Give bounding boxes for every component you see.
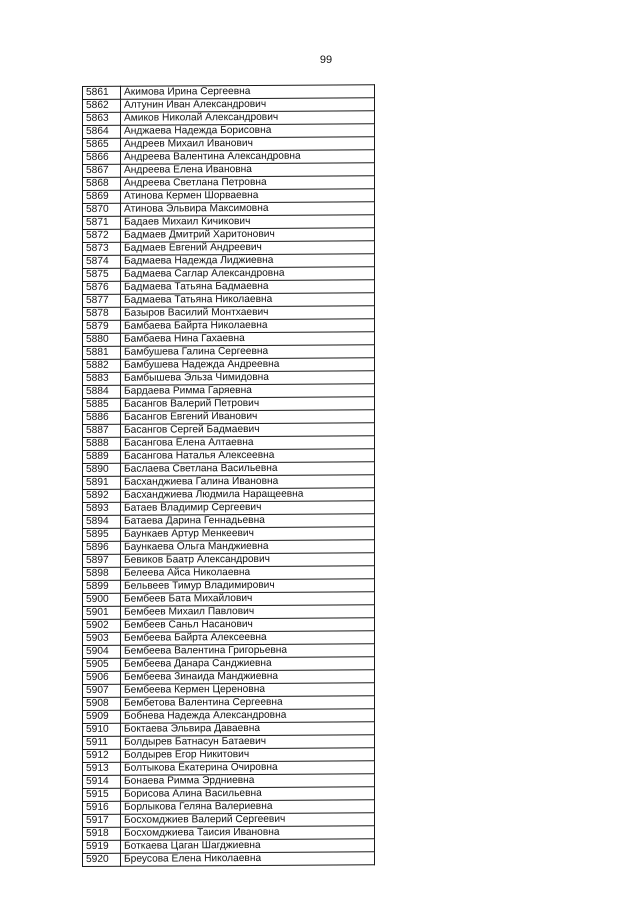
record-number-cell: 5869 [83, 190, 121, 203]
person-name-cell: Бреусова Елена Николаевна [121, 852, 375, 867]
record-number-cell: 5920 [83, 853, 121, 866]
record-number-cell: 5881 [83, 346, 121, 359]
record-number-cell: 5898 [83, 567, 121, 580]
person-name-cell: Батаев Владимир Сергеевич [121, 501, 375, 516]
record-number-cell: 5891 [83, 476, 121, 489]
person-name-cell: Басангова Наталья Алексеевна [121, 449, 375, 464]
record-number-cell: 5876 [83, 281, 121, 294]
record-number-cell: 5878 [83, 307, 121, 320]
person-name-cell: Белеева Айса Николаевна [121, 566, 375, 581]
page-number: 99 [319, 54, 333, 66]
person-name-cell: Бембеева Кермен Цереновна [121, 683, 375, 698]
person-name-cell: Бадмаева Татьяна Николаевна [121, 293, 375, 308]
record-number-cell: 5900 [83, 593, 121, 606]
record-number-cell: 5909 [83, 710, 121, 723]
person-name-cell: Бембеева Данара Санджиевна [121, 657, 375, 672]
record-number-cell: 5861 [83, 86, 121, 99]
record-number-cell: 5888 [83, 437, 121, 450]
person-name-cell: Атинова Кермен Шорваевна [121, 189, 375, 204]
person-name-cell: Басханджиева Галина Ивановна [121, 475, 375, 490]
record-number-cell: 5892 [83, 489, 121, 502]
person-name-cell: Базыров Василий Монтхаевич [121, 306, 375, 321]
record-number-cell: 5880 [83, 333, 121, 346]
record-number-cell: 5862 [83, 99, 121, 112]
person-name-cell: Бамбушева Галина Сергеевна [121, 345, 375, 360]
record-number-cell: 5875 [83, 268, 121, 281]
person-name-cell: Болдырев Батнасун Батаевич [121, 735, 375, 750]
record-number-cell: 5902 [83, 619, 121, 632]
record-number-cell: 5889 [83, 450, 121, 463]
record-number-cell: 5863 [83, 112, 121, 125]
record-number-cell: 5899 [83, 580, 121, 593]
record-number-cell: 5917 [83, 814, 121, 827]
record-number-cell: 5865 [83, 138, 121, 151]
person-name-cell: Алтунин Иван Александрович [121, 98, 375, 113]
person-name-cell: Бадмаева Надежда Лиджиевна [121, 254, 375, 269]
record-number-cell: 5868 [83, 177, 121, 190]
record-number-cell: 5877 [83, 294, 121, 307]
person-name-cell: Бобнева Надежда Александровна [121, 709, 375, 724]
register-table-body [83, 85, 375, 867]
record-number-cell: 5918 [83, 827, 121, 840]
person-name-cell: Босхомджиева Таисия Ивановна [121, 826, 375, 841]
record-number-cell: 5872 [83, 229, 121, 242]
person-name-cell: Бембетова Валентина Сергеевна [121, 696, 375, 711]
person-name-cell: Андреева Светлана Петровна [121, 176, 375, 191]
person-name-cell: Баункаев Артур Менкеевич [121, 527, 375, 542]
person-name-cell: Бамбушева Надежда Андреевна [121, 358, 375, 373]
person-name-cell: Батаева Дарина Геннадьевна [121, 514, 375, 529]
record-number-cell: 5886 [83, 411, 121, 424]
record-number-cell: 5903 [83, 632, 121, 645]
person-name-cell: Бембеев Саньл Насанович [121, 618, 375, 633]
record-number-cell: 5895 [83, 528, 121, 541]
record-number-cell: 5866 [83, 151, 121, 164]
record-number-cell: 5873 [83, 242, 121, 255]
person-name-cell: Бембеев Михаил Павлович [121, 605, 375, 620]
person-name-cell: Бембеев Бата Михайлович [121, 592, 375, 607]
person-name-cell: Бардаева Римма Гаряевна [121, 384, 375, 399]
record-number-cell: 5908 [83, 697, 121, 710]
person-name-cell: Басангов Валерий Петрович [121, 397, 375, 412]
record-number-cell: 5912 [83, 749, 121, 762]
record-number-cell: 5904 [83, 645, 121, 658]
record-number-cell: 5906 [83, 671, 121, 684]
record-number-cell: 5916 [83, 801, 121, 814]
record-number-cell: 5915 [83, 788, 121, 801]
record-number-cell: 5874 [83, 255, 121, 268]
person-name-cell: Андреев Михаил Иванович [121, 137, 375, 152]
record-number-cell: 5864 [83, 125, 121, 138]
person-name-cell: Бамбышева Эльза Чимидовна [121, 371, 375, 386]
person-name-cell: Борлыкова Геляна Валериевна [121, 800, 375, 815]
record-number-cell: 5914 [83, 775, 121, 788]
person-name-cell: Анджаева Надежда Борисовна [121, 124, 375, 139]
person-name-cell: Акимова Ирина Сергеевна [121, 85, 375, 100]
person-name-cell: Боткаева Цаган Шагджиевна [121, 839, 375, 854]
person-name-cell: Бембеева Валентина Григорьевна [121, 644, 375, 659]
person-name-cell: Бембеева Байрта Алексеевна [121, 631, 375, 646]
record-number-cell: 5919 [83, 840, 121, 853]
record-number-cell: 5901 [83, 606, 121, 619]
person-name-cell: Андреева Елена Ивановна [121, 163, 375, 178]
record-number-cell: 5905 [83, 658, 121, 671]
person-name-cell: Бадмаев Дмитрий Харитонович [121, 228, 375, 243]
table-row [83, 852, 375, 867]
person-name-cell: Болтыкова Екатерина Очировна [121, 761, 375, 776]
person-name-cell: Бембеева Зинаида Манджиевна [121, 670, 375, 685]
record-number-cell: 5883 [83, 372, 121, 385]
person-name-cell: Бадмаева Татьяна Бадмаевна [121, 280, 375, 295]
record-number-cell: 5894 [83, 515, 121, 528]
person-name-cell: Болдырев Егор Никитович [121, 748, 375, 763]
record-number-cell: 5882 [83, 359, 121, 372]
person-name-cell: Басханджиева Людмила Наращеевна [121, 488, 375, 503]
person-name-cell: Баслаева Светлана Васильевна [121, 462, 375, 477]
person-name-cell: Бельвеев Тимур Владимирович [121, 579, 375, 594]
record-number-cell: 5887 [83, 424, 121, 437]
person-name-cell: Басангов Сергей Бадмаевич [121, 423, 375, 438]
record-number-cell: 5911 [83, 736, 121, 749]
record-number-cell: 5871 [83, 216, 121, 229]
record-number-cell: 5890 [83, 463, 121, 476]
person-name-cell: Бадаев Михаил Кичикович [121, 215, 375, 230]
person-name-cell: Баункаева Ольга Манджиевна [121, 540, 375, 555]
person-name-cell: Бамбаева Байрта Николаевна [121, 319, 375, 334]
person-name-cell: Боктаева Эльвира Даваевна [121, 722, 375, 737]
record-number-cell: 5870 [83, 203, 121, 216]
person-name-cell: Амиков Николай Александрович [121, 111, 375, 126]
person-name-cell: Атинова Эльвира Максимовна [121, 202, 375, 217]
person-name-cell: Босхомджиев Валерий Сергеевич [121, 813, 375, 828]
record-number-cell: 5885 [83, 398, 121, 411]
record-number-cell: 5884 [83, 385, 121, 398]
record-number-cell: 5867 [83, 164, 121, 177]
person-name-cell: Басангова Елена Алтаевна [121, 436, 375, 451]
person-name-cell: Бевиков Баатр Александрович [121, 553, 375, 568]
record-number-cell: 5913 [83, 762, 121, 775]
record-number-cell: 5879 [83, 320, 121, 333]
register-table [82, 84, 375, 867]
record-number-cell: 5910 [83, 723, 121, 736]
person-name-cell: Басангов Евгений Иванович [121, 410, 375, 425]
person-name-cell: Бадмаева Саглар Александровна [121, 267, 375, 282]
person-name-cell: Андреева Валентина Александровна [121, 150, 375, 165]
record-number-cell: 5893 [83, 502, 121, 515]
person-name-cell: Бонаева Римма Эрдниевна [121, 774, 375, 789]
record-number-cell: 5897 [83, 554, 121, 567]
person-name-cell: Бамбаева Нина Гахаевна [121, 332, 375, 347]
person-name-cell: Борисова Алина Васильевна [121, 787, 375, 802]
person-name-cell: Бадмаев Евгений Андреевич [121, 241, 375, 256]
record-number-cell: 5907 [83, 684, 121, 697]
record-number-cell: 5896 [83, 541, 121, 554]
